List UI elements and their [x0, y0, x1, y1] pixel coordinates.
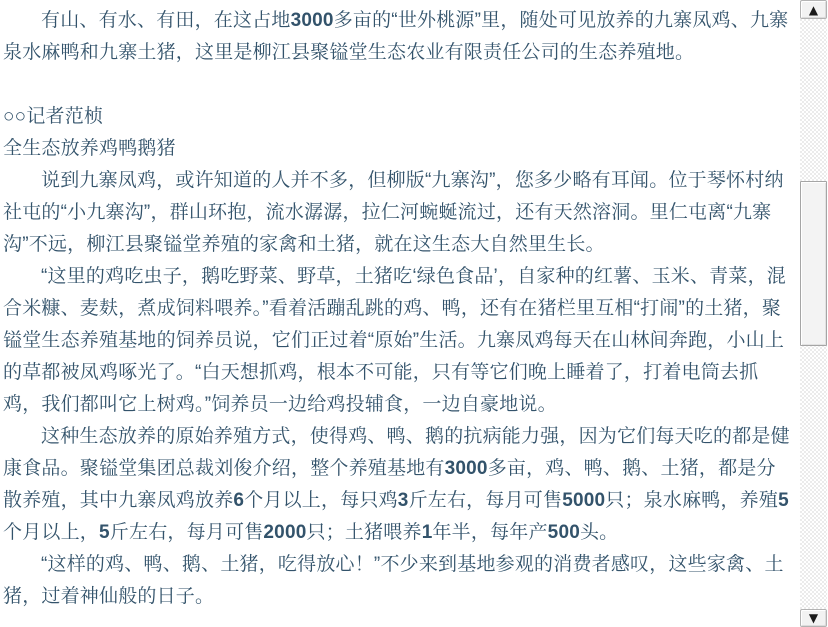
article-intro-paragraph: 有山、有水、有田，在这占地3000多亩的“世外桃源”里，随处可见放养的九寨凤鸡、九寨泉水麻鸭和九寨土猪，这里是柳江县聚镒堂生态农业有限责任公司的生态养殖地。: [3, 10, 789, 63]
article-text-view: [3, 5, 793, 613]
scrollbar-track[interactable]: [800, 19, 827, 609]
scroll-down-button[interactable]: [800, 609, 827, 627]
up-arrow-icon: ▲: [808, 2, 819, 17]
article-paragraph: “这样的鸡、鸭、鹅、土猪，吃得放心！”不少来到基地参观的消费者感叹，这些家禽、土猪，过着神仙般的日子。: [3, 554, 784, 607]
article-paragraph: 这种生态放养的原始养殖方式，使得鸡、鸭、鹅的抗病能力强，因为它们每天吃的都是健康食品。聚镒堂集团总裁刘俊介绍，整个养殖基地有3000多亩，鸡、鸭、鹅、土猪，都是分散养殖，其中九寨凤鸡放养6个月以上，每只鸡3斤左右，每月可售5000只；泉水麻鸭，养殖5个月以上，5斤左右，每月可售2000只；土猪喂养1年半，每年产500头。: [3, 426, 790, 543]
subtitle: 全生态放养鸡鸭鹅猪: [3, 138, 176, 159]
down-arrow-icon: ▼: [808, 611, 819, 625]
article-paragraph: “这里的鸡吃虫子，鹅吃野菜、野草，土猪吃‘绿色食品’，自家种的红薯、玉米、青菜，混合米糠、麦麸，煮成饲料喂养。”看着活蹦乱跳的鸡、鸭，还有在猪栏里互相“打闹”的土猪，聚镒堂生态养殖基地的饲养员说，它们正过着“原始”生活。九寨凤鸡每天在山林间奔跑，小山上的草都被凤鸡啄光了。“白天想抓鸡，根本不可能，只有等它们晚上睡着了，打着电筒去抓鸡，我们都叫它上树鸡。”饲养员一边给鸡投辅食，一边自豪地说。: [3, 266, 786, 415]
scrollbar-thumb[interactable]: [800, 181, 827, 346]
scroll-up-button[interactable]: [800, 0, 827, 19]
byline: ○○记者范桢: [3, 106, 104, 127]
vertical-scrollbar[interactable]: [800, 0, 827, 627]
article-paragraph: 说到九寨凤鸡，或许知道的人并不多，但柳版“九寨沟”，您多少略有耳闻。位于琴怀村纳社屯的“小九寨沟”，群山环抱，流水潺潺，拉仁河蜿蜒流过，还有天然溶洞。里仁屯离“九寨沟”不远，柳江县聚镒堂养殖的家禽和土猪，就在这生态大自然里生长。: [3, 170, 784, 255]
